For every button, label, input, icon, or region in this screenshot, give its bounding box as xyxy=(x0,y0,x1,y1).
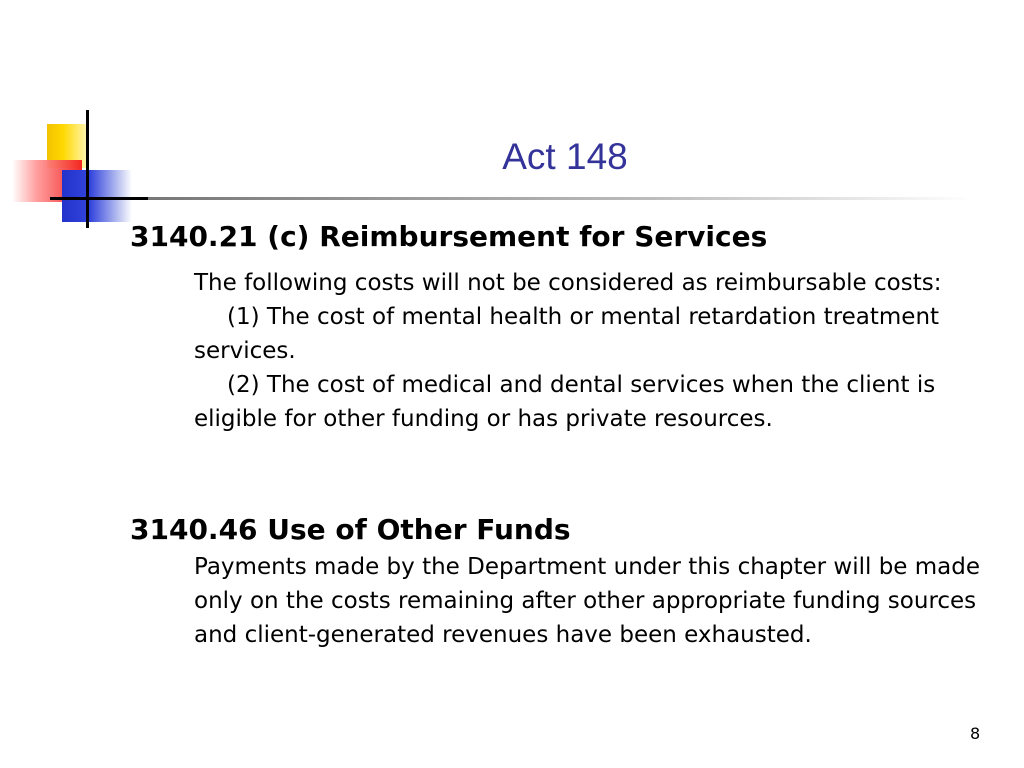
blue-square-shape xyxy=(62,170,132,222)
section-body-reimbursement xyxy=(194,266,984,436)
paragraph-intro: The following costs will not be considered as reimbursable costs: xyxy=(194,270,942,296)
section-heading-other-funds: 3140.46 Use of Other Funds xyxy=(130,513,571,546)
section-heading-reimbursement: 3140.21 (c) Reimbursement for Services xyxy=(130,220,768,253)
decorative-logo xyxy=(0,0,160,240)
paragraph-item-1-text: (1) The cost of mental health or mental retardation treatment services. xyxy=(194,304,940,364)
page-number: 8 xyxy=(970,724,981,743)
paragraph-payments: Payments made by the Department under this chapter will be made only on the costs remaining after other appropriate funding sources and client-generated revenues have been exhausted. xyxy=(194,554,981,648)
title-underline-rule xyxy=(148,197,974,200)
section-body-other-funds xyxy=(194,550,984,652)
paragraph-item-2 xyxy=(194,368,984,436)
horizontal-rule-dark xyxy=(50,197,150,200)
slide-title: Act 148 xyxy=(502,136,628,177)
paragraph-item-2-text: (2) The cost of medical and dental services when the client is eligible for other funding or has private resources. xyxy=(194,372,936,432)
paragraph-item-1 xyxy=(194,300,984,368)
vertical-rule xyxy=(86,110,89,228)
